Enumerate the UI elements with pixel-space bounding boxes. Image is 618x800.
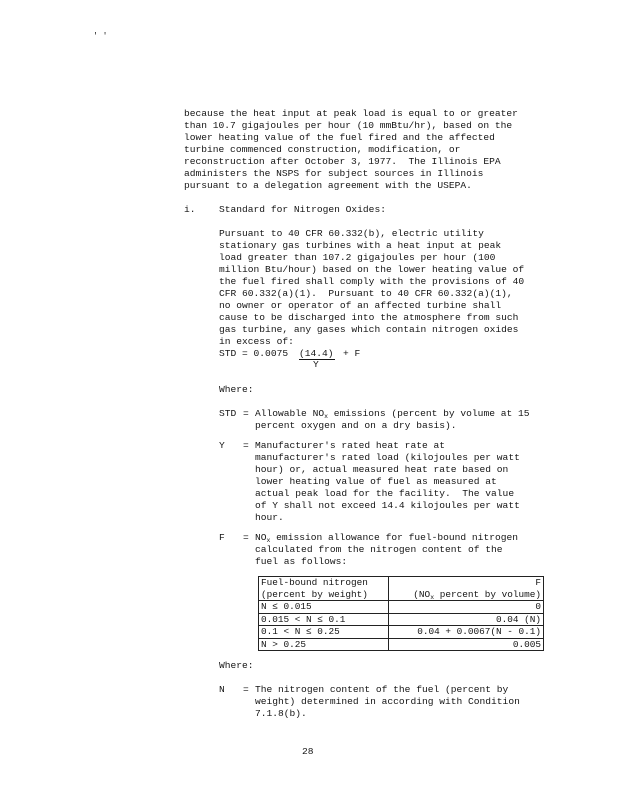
where-label: Where: bbox=[219, 384, 254, 395]
intro-line: reconstruction after October 3, 1977. The Illinois EPA bbox=[184, 156, 501, 167]
intro-line: lower heating value of the fuel fired and the affected bbox=[184, 132, 495, 143]
standard-line: no owner or operator of an affected turbine shall bbox=[219, 300, 502, 311]
table-header-left: Fuel-bound nitrogen (percent by weight) bbox=[259, 577, 389, 601]
std-def-line: percent oxygen and on a dry basis). bbox=[255, 420, 457, 431]
formula-numerator: (14.4) bbox=[299, 348, 334, 359]
y-symbol: Y bbox=[219, 440, 225, 451]
f-def-line: $NO_x$ emission allowance for fuel-bound nitrogen bbox=[255, 532, 518, 544]
page-number: 28 bbox=[302, 746, 314, 757]
standard-line: load greater than 107.2 gigajoules per hour (100 bbox=[219, 252, 496, 263]
standard-line: million Btu/hour) based on the lower heating value of bbox=[219, 264, 525, 275]
table-cell: N > 0.25 bbox=[259, 638, 389, 651]
y-def-line: of Y shall not exceed 14.4 kilojoules per watt bbox=[255, 500, 520, 511]
where-label: Where: bbox=[219, 660, 254, 671]
table-cell: 0.1 < N ≤ 0.25 bbox=[259, 626, 389, 639]
table-header-row bbox=[259, 577, 544, 601]
intro-line: than 10.7 gigajoules per hour (10 mmBtu/hr), based on the bbox=[184, 120, 513, 131]
table-row bbox=[259, 626, 544, 639]
table-row bbox=[259, 601, 544, 614]
y-def-line: hour. bbox=[255, 512, 284, 523]
section-number: i. bbox=[184, 204, 196, 215]
section-title: Standard for Nitrogen Oxides: bbox=[219, 204, 386, 215]
y-def-line: Manufacturer's rated heat rate at bbox=[255, 440, 445, 451]
formula-prefix: STD = 0.0075 bbox=[219, 348, 289, 359]
standard-line: in excess of: bbox=[219, 336, 294, 347]
n-eq: = bbox=[243, 684, 249, 695]
y-eq: = bbox=[243, 440, 249, 451]
table-cell: 0 bbox=[389, 601, 544, 614]
f-eq: = bbox=[243, 532, 249, 543]
formula-suffix: + F bbox=[343, 348, 361, 359]
standard-line: CFR 60.332(a)(1). Pursuant to 40 CFR 60.332(a)(1), bbox=[219, 288, 513, 299]
table-cell: 0.04 + 0.0067(N - 0.1) bbox=[389, 626, 544, 639]
fuel-nitrogen-table bbox=[258, 576, 544, 651]
intro-line: because the heat input at peak load is equal to or greater bbox=[184, 108, 518, 119]
table-row bbox=[259, 613, 544, 626]
standard-line: cause to be discharged into the atmosphere from such bbox=[219, 312, 519, 323]
n-def-line: weight) determined in according with Condition bbox=[255, 696, 520, 707]
intro-line: pursuant to a delegation agreement with the USEPA. bbox=[184, 180, 472, 191]
y-def-line: hour) or, actual measured heat rate based on bbox=[255, 464, 509, 475]
formula-denominator: Y bbox=[313, 359, 319, 370]
f-def-line: fuel as follows: bbox=[255, 556, 348, 567]
table-cell: 0.005 bbox=[389, 638, 544, 651]
n-def-line: The nitrogen content of the fuel (percent by bbox=[255, 684, 509, 695]
table-cell: N ≤ 0.015 bbox=[259, 601, 389, 614]
standard-line: gas turbine, any gases which contain nitrogen oxides bbox=[219, 324, 519, 335]
intro-line: administers the NSPS for subject sources in Illinois bbox=[184, 168, 484, 179]
std-symbol: STD bbox=[219, 408, 237, 419]
scan-marks: ' ' bbox=[93, 32, 108, 41]
table-row bbox=[259, 638, 544, 651]
std-def-line: Allowable $NO_x$ emissions (percent by volume at 15 bbox=[255, 408, 530, 420]
n-def-line: 7.1.8(b). bbox=[255, 708, 307, 719]
standard-line: stationary gas turbines with a heat input at peak bbox=[219, 240, 502, 251]
table-cell: 0.04 (N) bbox=[389, 613, 544, 626]
n-symbol: N bbox=[219, 684, 225, 695]
table-header-right: F ($NO_x$ percent by volume) bbox=[389, 577, 544, 601]
f-symbol: F bbox=[219, 532, 225, 543]
standard-line: Pursuant to 40 CFR 60.332(b), electric utility bbox=[219, 228, 484, 239]
standard-line: the fuel fired shall comply with the provisions of 40 bbox=[219, 276, 525, 287]
y-def-line: manufacturer's rated load (kilojoules per watt bbox=[255, 452, 520, 463]
y-def-line: actual peak load for the facility. The value bbox=[255, 488, 515, 499]
intro-line: turbine commenced construction, modification, or bbox=[184, 144, 461, 155]
y-def-line: lower heating value of fuel as measured at bbox=[255, 476, 497, 487]
table-cell: 0.015 < N ≤ 0.1 bbox=[259, 613, 389, 626]
std-eq: = bbox=[243, 408, 249, 419]
f-def-line: calculated from the nitrogen content of the bbox=[255, 544, 503, 555]
